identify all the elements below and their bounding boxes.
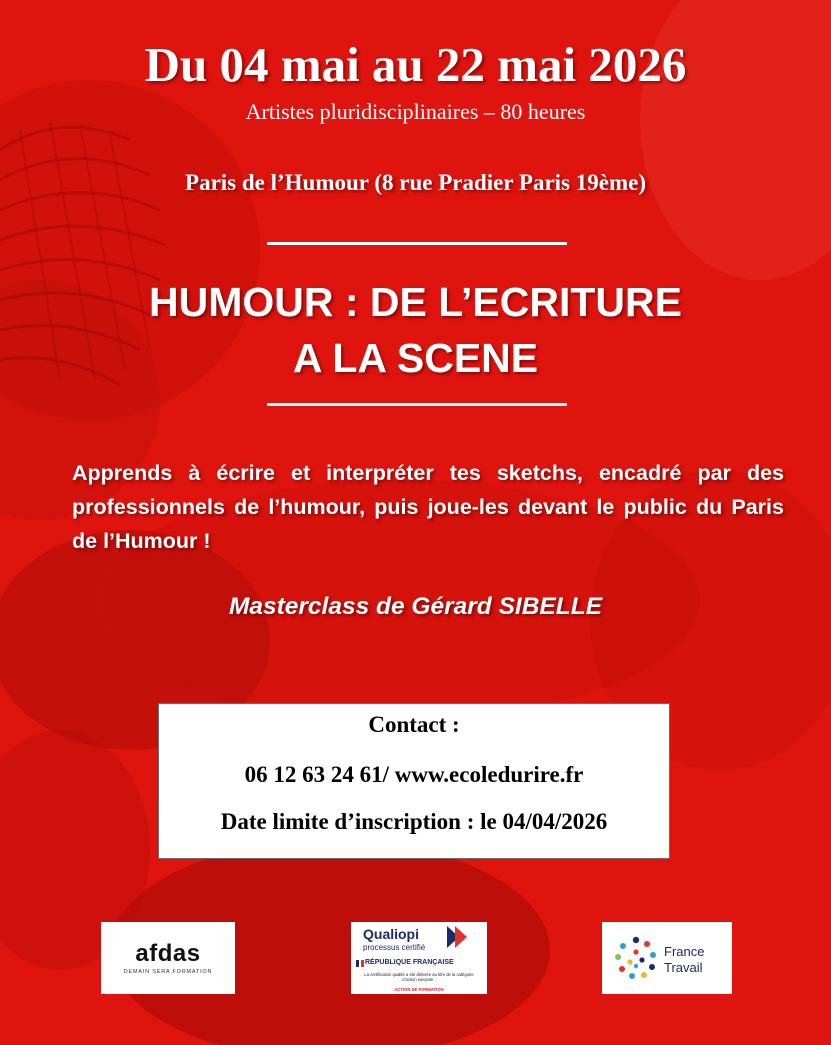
main-title-line1: HUMOUR : DE L’ECRITURE <box>149 279 682 325</box>
divider-bottom <box>267 403 567 406</box>
qualiopi-republique: RÉPUBLIQUE FRANÇAISE <box>365 959 454 966</box>
qualiopi-arrow-icon <box>447 926 475 948</box>
france-travail-word-france: France <box>664 944 705 959</box>
divider-top <box>267 242 567 245</box>
afdas-logo-wordmark: afdas <box>135 940 201 967</box>
afdas-logo <box>101 922 235 994</box>
qualiopi-note-action: ACTION DE FORMATION <box>394 987 444 992</box>
qualiopi-logo <box>351 922 487 994</box>
location: Paris de l’Humour (8 rue Pradier Paris 19ème) <box>185 170 646 195</box>
contact-phone-website: 06 12 63 24 61/ www.ecoledurire.fr <box>244 762 584 787</box>
subtitle: Artistes pluridisciplinaires – 80 heures <box>245 99 586 124</box>
french-flag-icon <box>356 960 364 967</box>
date-title: Du 04 mai au 22 mai 2026 <box>144 37 687 92</box>
france-travail-word-travail: Travail <box>664 960 703 975</box>
description: Apprends à écrire et interpréter tes sketchs, encadré par des professionnels de l’humour, puis joue-les devant le public du Paris de l’Humour ! <box>72 461 784 553</box>
afdas-logo-tagline: DEMAIN SERA FORMATION <box>123 969 213 975</box>
qualiopi-subtitle: processus certifié <box>363 943 426 952</box>
registration-deadline: Date limite d’inscription : le 04/04/2026 <box>220 809 608 834</box>
contact-box <box>158 703 670 859</box>
qualiopi-wordmark: Qualiopi <box>363 926 419 942</box>
qualiopi-note: La certification qualité a été délivrée au titre de la catégorie d’action suivante : <box>364 972 474 982</box>
masterclass: Masterclass de Gérard SIBELLE <box>228 593 603 620</box>
main-title <box>0 274 831 386</box>
main-title-line2: A LA SCENE <box>292 335 539 381</box>
france-travail-dots-icon <box>614 936 658 980</box>
france-travail-logo <box>602 922 732 994</box>
contact-title: Contact : <box>368 712 460 737</box>
